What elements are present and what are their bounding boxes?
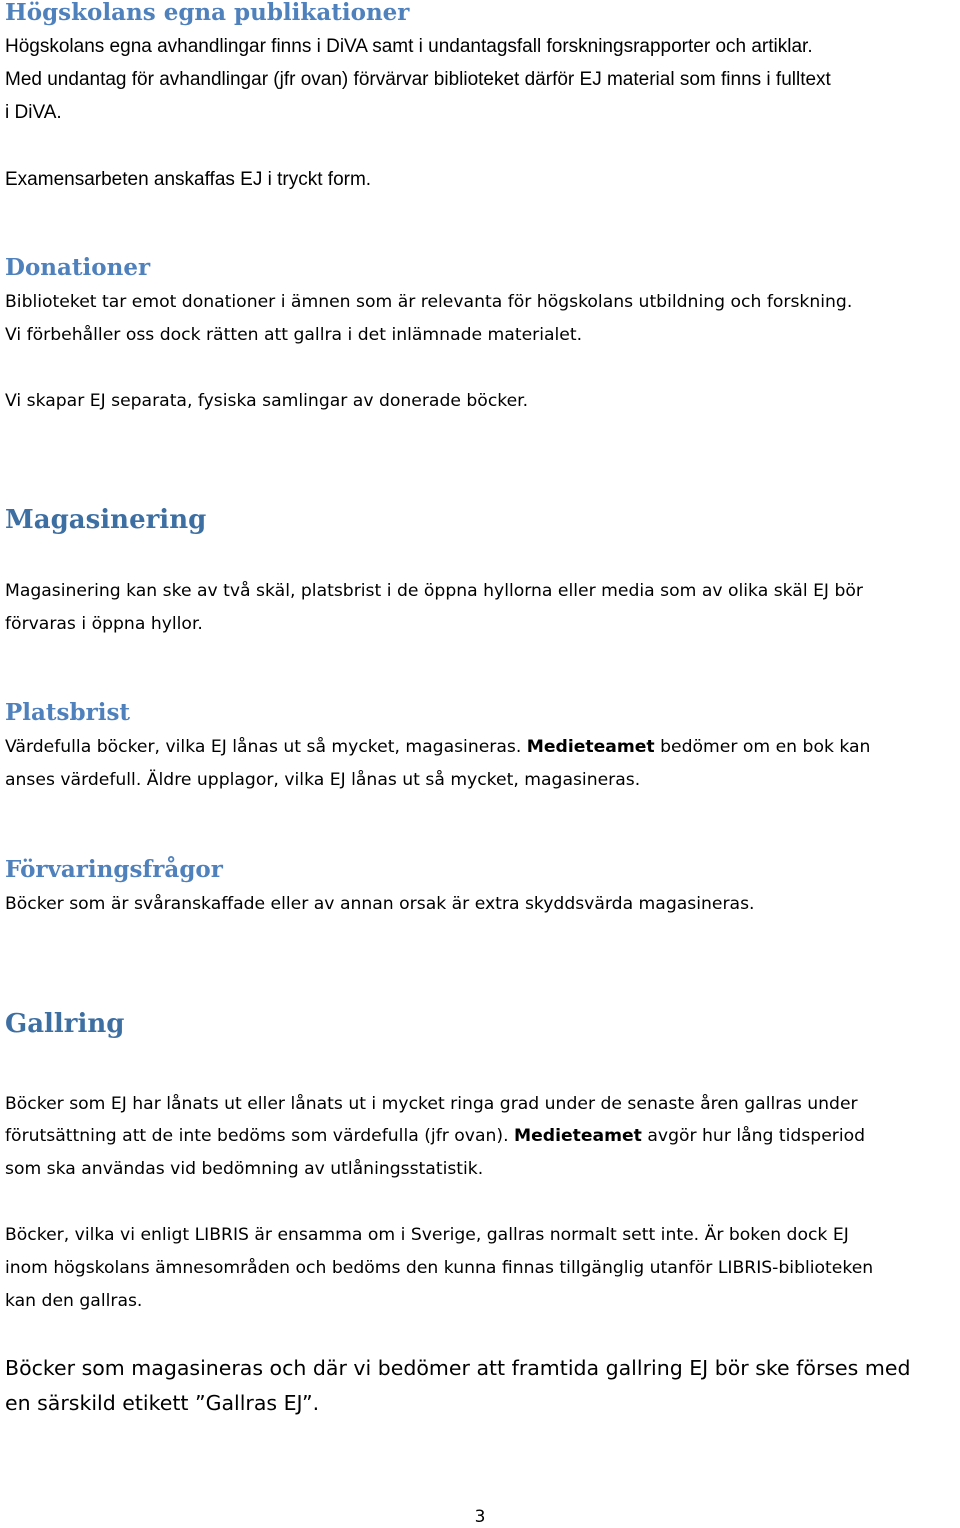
paragraph-line: Böcker som EJ har lånats ut eller lånats ut i mycket ringa grad under de senaste åren gallras under	[5, 1094, 858, 1114]
paragraph-line: i DiVA.	[5, 102, 62, 123]
page-number: 3	[474, 1507, 486, 1527]
paragraph-line: anses värdefull. Äldre upplagor, vilka EJ lånas ut så mycket, magasineras.	[5, 770, 641, 790]
bold-term-medieteamet: Medieteamet	[514, 1126, 642, 1146]
heading-platsbrist: Platsbrist	[5, 699, 131, 726]
paragraph-line: förvaras i öppna hyllor.	[5, 614, 203, 634]
paragraph-line: Biblioteket tar emot donationer i ämnen som är relevanta för högskolans utbildning och forskning.	[5, 292, 853, 312]
paragraph-line: Böcker som är svåranskaffade eller av annan orsak är extra skyddsvärda magasineras.	[5, 894, 755, 914]
paragraph-line: Vi skapar EJ separata, fysiska samlingar av donerade böcker.	[5, 391, 529, 411]
heading-forvaringsfragor: Förvaringsfrågor	[5, 856, 223, 883]
paragraph-line: som ska användas vid bedömning av utlåningsstatistik.	[5, 1159, 484, 1179]
heading-gallring: Gallring	[5, 1009, 125, 1039]
paragraph-line: Böcker som magasineras och där vi bedömer att framtida gallring EJ bör ske förses med	[5, 1356, 911, 1380]
heading-hogskolans-publikationer: Högskolans egna publikationer	[5, 0, 410, 26]
paragraph-line: kan den gallras.	[5, 1291, 143, 1311]
paragraph-line: Högskolans egna avhandlingar finns i DiVA samt i undantagsfall forskningsrapporter och artiklar.	[5, 36, 813, 57]
paragraph-line: Med undantag för avhandlingar (jfr ovan) förvärvar biblioteket därför EJ material som finns i fulltext	[5, 69, 831, 90]
paragraph-line	[5, 1126, 865, 1146]
paragraph-line: Böcker, vilka vi enligt LIBRIS är ensamma om i Sverige, gallras normalt sett inte. Är boken dock EJ	[5, 1225, 849, 1245]
bold-term-medieteamet: Medieteamet	[526, 737, 655, 757]
paragraph-line: Magasinering kan ske av två skäl, platsbrist i de öppna hyllorna eller media som av olika skäl EJ bör	[5, 581, 863, 601]
text-run: förutsättning att de inte bedöms som värdefulla (jfr ovan).	[5, 1126, 515, 1146]
paragraph-line	[5, 737, 870, 757]
paragraph-line: Vi förbehåller oss dock rätten att gallra i det inlämnade materialet.	[5, 325, 583, 345]
paragraph-line: inom högskolans ämnesområden och bedöms den kunna finnas tillgänglig utanför LIBRIS-biblioteken	[5, 1258, 874, 1278]
text-run: avgör hur lång tidsperiod	[641, 1126, 866, 1146]
text-run: Värdefulla böcker, vilka EJ lånas ut så mycket, magasineras.	[5, 737, 527, 757]
heading-magasinering: Magasinering	[5, 505, 207, 535]
text-run: bedömer om en bok kan	[654, 737, 871, 757]
heading-donationer: Donationer	[5, 254, 151, 281]
paragraph-line: en särskild etikett ”Gallras EJ”.	[5, 1391, 320, 1415]
paragraph-line: Examensarbeten anskaffas EJ i tryckt form.	[5, 169, 372, 190]
